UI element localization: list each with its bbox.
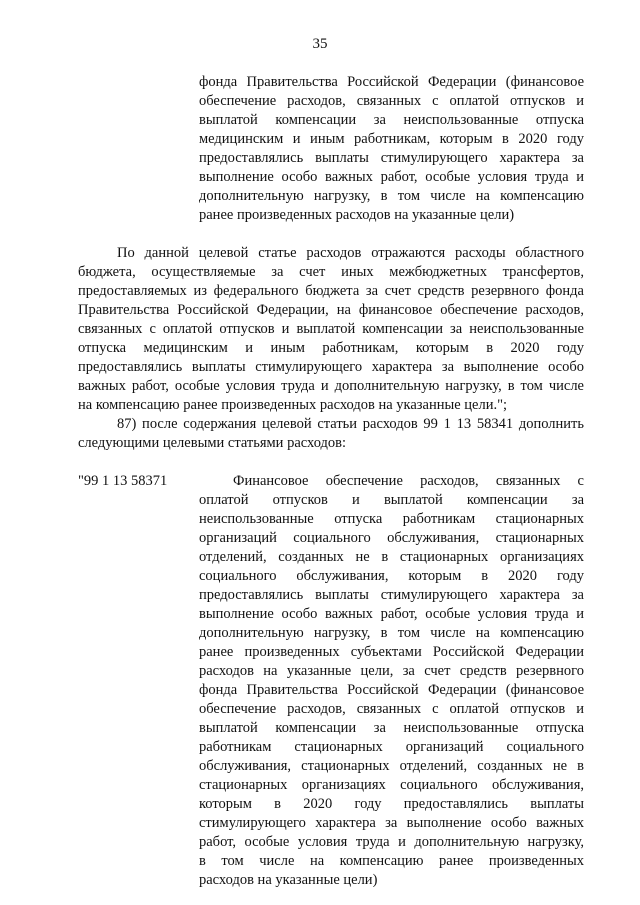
text-line: отделений, созданных не в стационарных организациях: [199, 549, 584, 565]
text-line: обеспечение расходов, связанных с оплатой отпусков и: [199, 701, 584, 717]
text-line: на компенсацию ранее произведенных расходов на указанные цели.";: [78, 397, 508, 413]
text-line: Финансовое обеспечение расходов, связанных с: [233, 473, 584, 489]
text-line: которым в 2020 году предоставлялись выплаты: [199, 796, 584, 812]
text-line: дополнительную нагрузку, в том числе на компенсацию: [199, 188, 584, 204]
text-line: фонда Правительства Российской Федерации (финансовое: [199, 74, 584, 90]
text-line: бюджета, осуществляемые за счет иных межбюджетных трансфертов,: [78, 264, 584, 280]
text-line: дополнительную нагрузку, в том числе на компенсацию: [199, 625, 584, 641]
text-line: расходов на указанные цели): [199, 872, 378, 888]
text-line: Правительства Российской Федерации, на финансовое обеспечение расходов,: [78, 302, 584, 318]
text-line: По данной целевой статье расходов отражаются расходы областного: [117, 245, 584, 261]
text-line: обеспечение расходов, связанных с оплатой отпусков и: [199, 93, 584, 109]
text-line: важных работ, особые условия труда и дополнительную нагрузку, в том числе: [78, 378, 584, 394]
text-line: социального обслуживания, которым в 2020 году: [199, 568, 584, 584]
text-line: неиспользованные отпуска работникам стационарных: [199, 511, 584, 527]
text-line: организаций социального обслуживания, стационарных: [199, 530, 584, 546]
text-line: отпуска медицинским и иным работникам, которым в 2020 году: [78, 340, 584, 356]
text-line: предоставляемых из федерального бюджета за счет средств резервного фонда: [78, 283, 584, 299]
text-line: связанных с оплатой отпусков и выплатой компенсации за неиспользованные: [78, 321, 584, 337]
text-line: ранее произведенных расходов на указанные цели): [199, 207, 515, 223]
target-article-code: "99 1 13 58371: [78, 473, 168, 489]
text-line: следующими целевыми статьями расходов:: [78, 435, 347, 451]
text-line: расходов на указанные цели, за счет средств резервного: [199, 663, 584, 679]
text-line: оплатой отпусков и выплатой компенсации за: [199, 492, 584, 508]
text-line: стационарных организациях социального обслуживания,: [199, 777, 584, 793]
text-line: предоставлялись выплаты стимулирующего характера за выполнение особо: [78, 359, 584, 375]
page-number: 35: [312, 36, 328, 52]
text-line: медицинским и иным работникам, которым в 2020 году: [199, 131, 584, 147]
text-line: обслуживания, стационарных отделений, созданных не в: [199, 758, 584, 774]
text-line: в том числе на компенсацию ранее произведенных: [199, 853, 584, 869]
text-line: фонда Правительства Российской Федерации (финансовое: [199, 682, 584, 698]
text-line: работ, особые условия труда и дополнительную нагрузку,: [199, 834, 584, 850]
text-line: работникам стационарных организаций социального: [199, 739, 584, 755]
text-line: ранее произведенных субъектами Российской Федерации: [199, 644, 584, 660]
text-line: выплатой компенсации за неиспользованные отпуска: [199, 720, 584, 736]
text-line: предоставлялись выплаты стимулирующего характера за: [199, 587, 584, 603]
text-line: предоставлялись выплаты стимулирующего характера за: [199, 150, 584, 166]
text-line: выплатой компенсации за неиспользованные отпуска: [199, 112, 584, 128]
text-line: 87) после содержания целевой статьи расходов 99 1 13 58341 дополнить: [117, 416, 584, 432]
text-line: выполнение особо важных работ, особые условия труда и: [199, 169, 584, 185]
text-line: стимулирующего характера за выполнение особо важных: [199, 815, 584, 831]
text-line: выполнение особо важных работ, особые условия труда и: [199, 606, 584, 622]
